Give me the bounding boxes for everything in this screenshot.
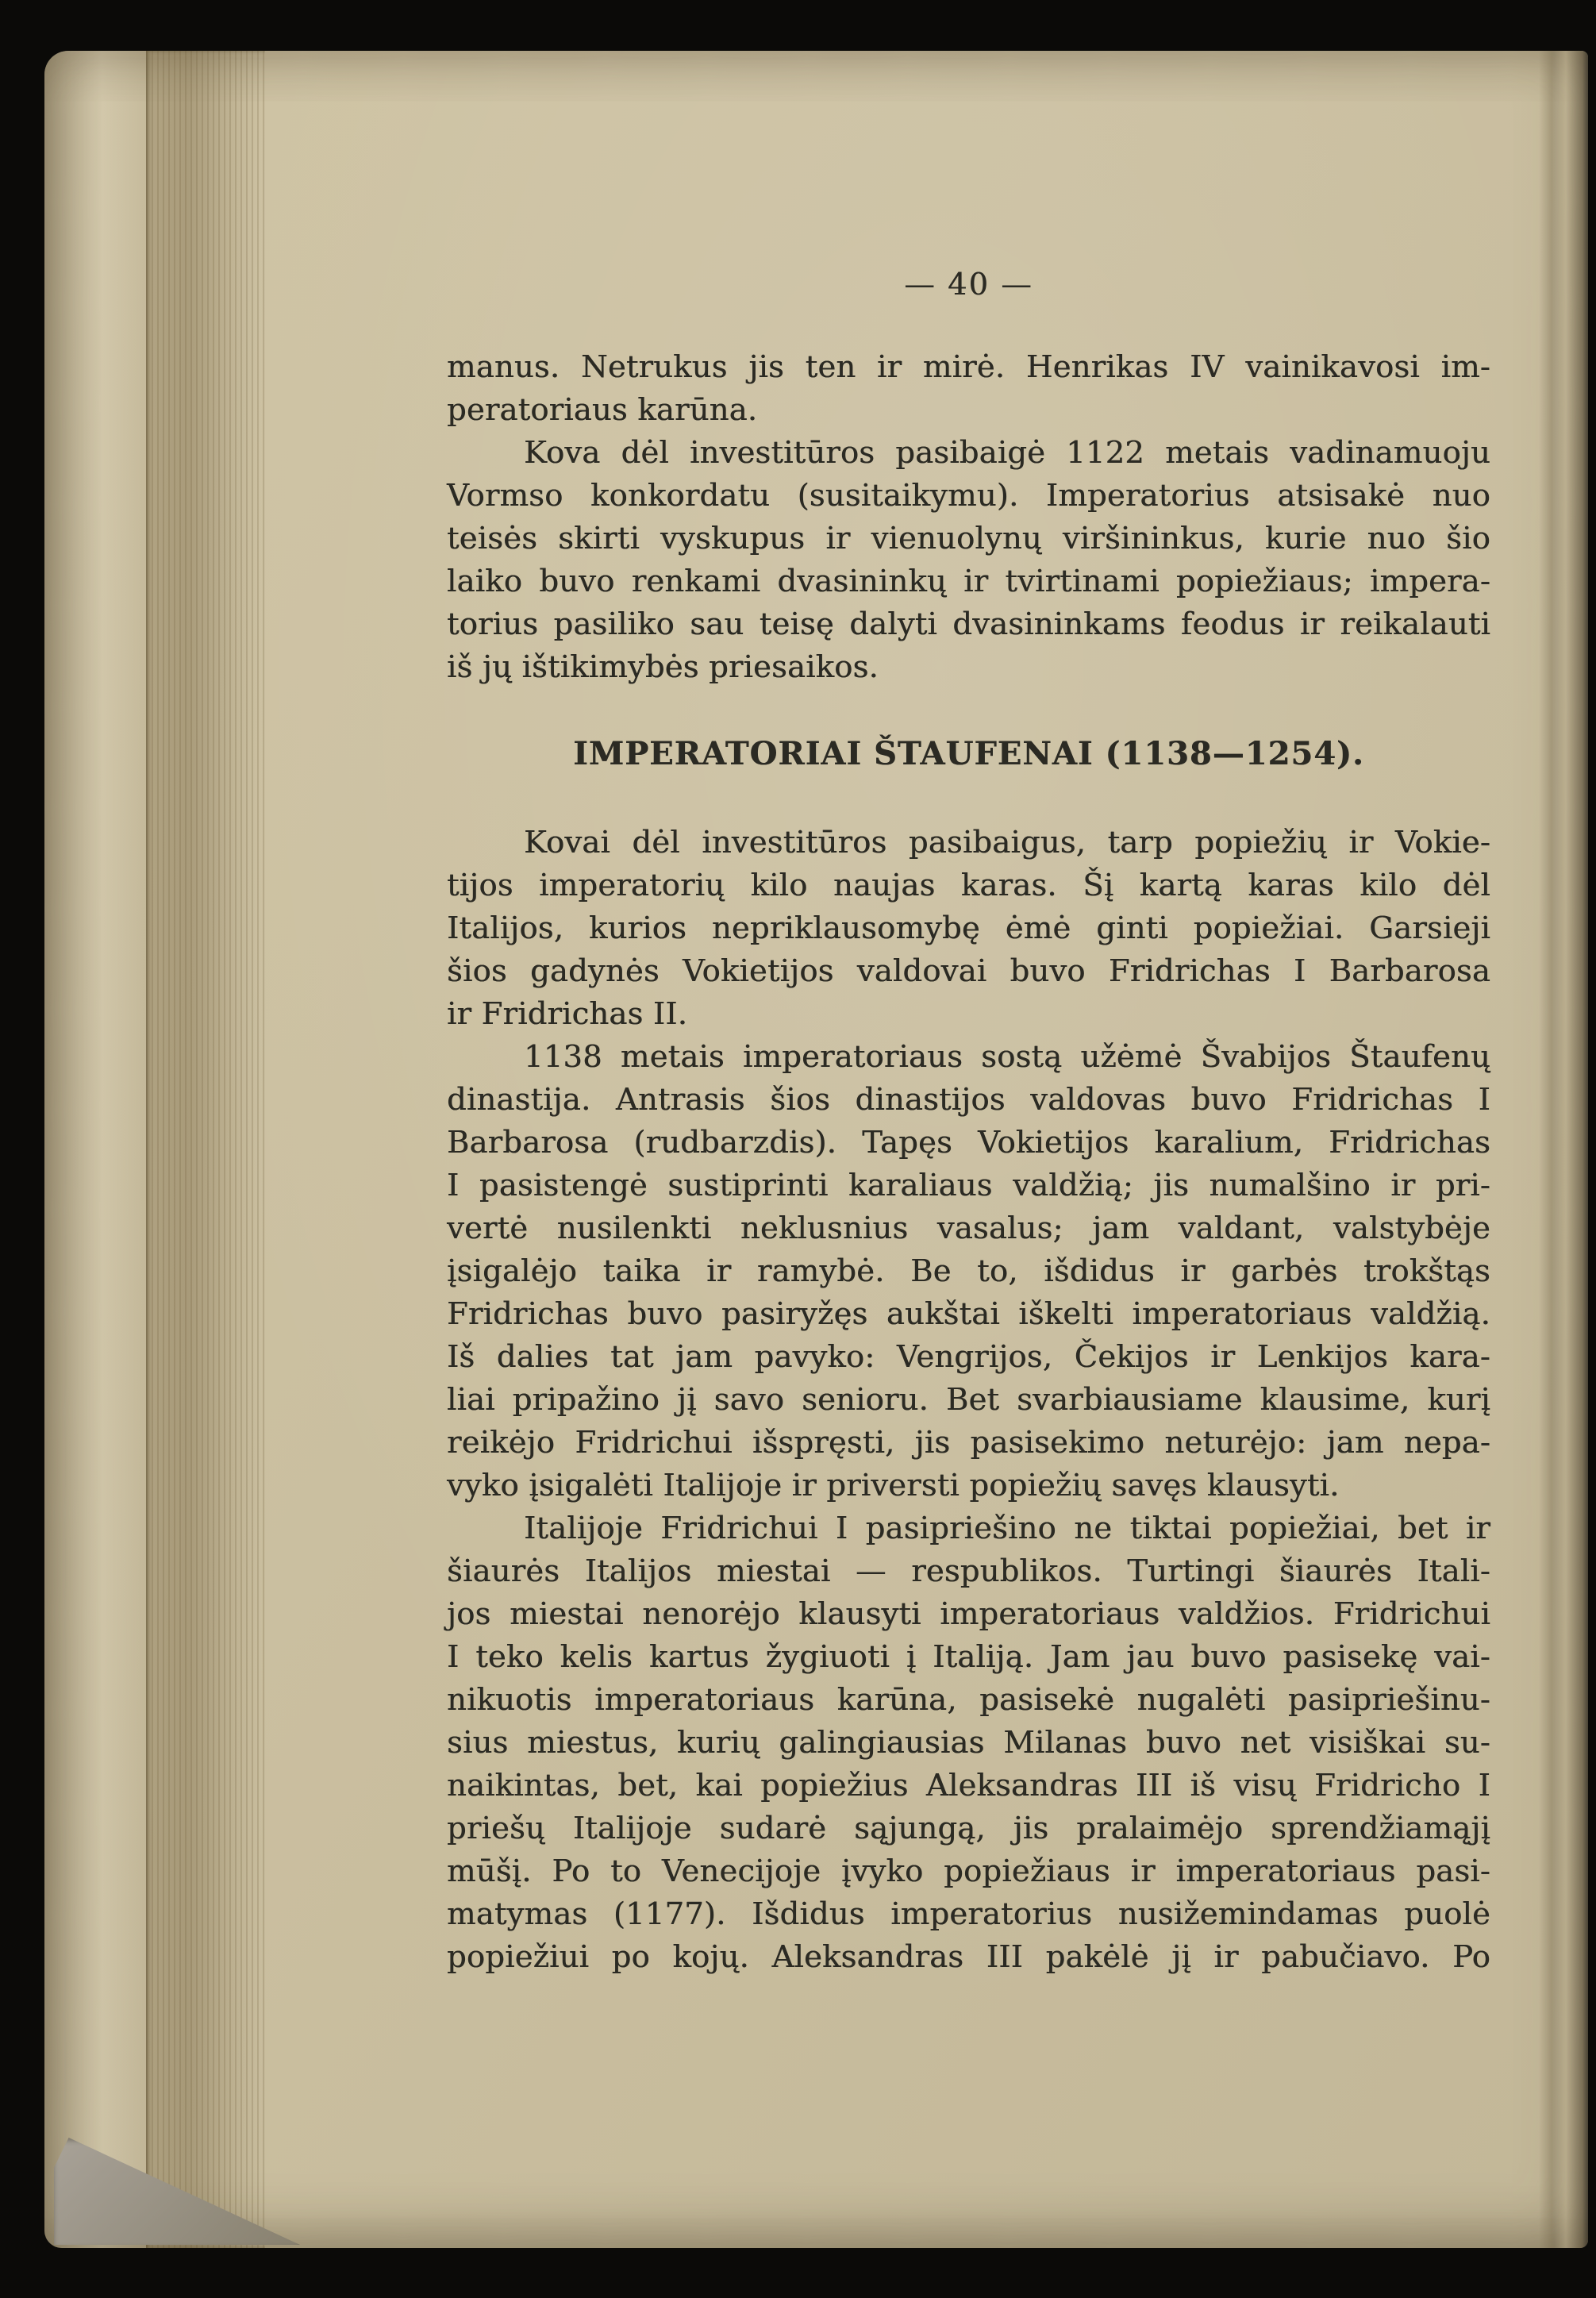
text-line: peratoriaus karūna. xyxy=(447,392,758,428)
text-line: Vormso konkordatu (susitaikymu). Imperatorius atsisakė nuo xyxy=(447,478,1490,514)
line-gap xyxy=(447,306,1490,346)
spine-crease xyxy=(146,51,265,2248)
text-line: 1138 metais imperatoriaus sostą užėmė Švabijos Štaufenų xyxy=(524,1039,1490,1075)
page-number: — 40 — xyxy=(904,267,1033,302)
line-gap xyxy=(447,689,1490,733)
text-line: vertė nusilenkti neklusnius vasalus; jam valdant, valstybėje xyxy=(447,1211,1490,1246)
text-line: vyko įsigalėti Italijoje ir priversti popiežių savęs klausyti. xyxy=(447,1468,1340,1503)
text-line: sius miestus, kurių galingiausias Milanas buvo net visiškai su- xyxy=(447,1725,1490,1761)
text-line: Barbarosa (rudbarzdis). Tapęs Vokietijos karalium, Fridrichas xyxy=(447,1125,1490,1161)
text-line: priešų Italijoje sudarė sąjungą, jis pralaimėjo sprendžiamąjį xyxy=(447,1811,1490,1846)
text-line: jos miestai nenorėjo klausyti imperatoriaus valdžios. Fridrichui xyxy=(447,1596,1490,1632)
text-line: Kova dėl investitūros pasibaigė 1122 metais vadinamuoju xyxy=(524,435,1490,471)
text-line: Kovai dėl investitūros pasibaigus, tarp popiežių ir Vokie- xyxy=(524,825,1490,860)
text-line: I pasistengė sustiprinti karaliaus valdžią; jis numalšino ir pri- xyxy=(447,1168,1490,1203)
text-line: nikuotis imperatoriaus karūna, pasisekė nugalėti pasipriešinu- xyxy=(447,1682,1490,1718)
page-left-edge xyxy=(44,51,146,2248)
text-line: manus. Netrukus jis ten ir mirė. Henrikas IV vainikavosi im- xyxy=(447,349,1490,385)
text-line: laiko buvo renkami dvasininkų ir tvirtinami popiežiaus; impera- xyxy=(447,564,1490,599)
text-line: naikintas, bet, kai popiežius Aleksandras III iš visų Fridricho I xyxy=(447,1768,1490,1803)
text-line: liai pripažino jį savo senioru. Bet svarbiausiame klausime, kurį xyxy=(447,1382,1490,1418)
text-line: reikėjo Fridrichui išspręsti, jis pasisekimo neturėjo: jam nepa- xyxy=(447,1425,1490,1461)
page-right-fold-edge xyxy=(1539,51,1588,2248)
text-line: matymas (1177). Išdidus imperatorius nusižemindamas puolė xyxy=(447,1896,1490,1932)
text-line: Iš dalies tat jam pavyko: Vengrijos, Čekijos ir Lenkijos kara- xyxy=(447,1339,1490,1375)
book-page xyxy=(44,51,1588,2248)
text-line: tijos imperatorių kilo naujas karas. Šį kartą karas kilo dėl xyxy=(447,868,1490,903)
text-line: Italijos, kurios nepriklausomybę ėmė ginti popiežiai. Garsieji xyxy=(447,910,1490,946)
text-line: įsigalėjo taika ir ramybė. Be to, išdidus ir garbės trokštąs xyxy=(447,1253,1490,1289)
text-line: iš jų ištikimybės priesaikos. xyxy=(447,649,879,685)
text-line: popiežiui po kojų. Aleksandras III pakėlė jį ir pabučiavo. Po xyxy=(447,1939,1490,1975)
text-line: ir Fridrichas II. xyxy=(447,996,688,1032)
text-line: I teko kelis kartus žygiuoti į Italiją. Jam jau buvo pasisekę vai- xyxy=(447,1639,1490,1675)
section-heading: IMPERATORIAI ŠTAUFENAI (1138—1254). xyxy=(573,735,1364,772)
text-line: šiaurės Italijos miestai — respublikos. Turtingi šiaurės Itali- xyxy=(447,1553,1490,1589)
text-line: torius pasiliko sau teisę dalyti dvasininkams feodus ir reikalauti xyxy=(447,606,1490,642)
line-gap xyxy=(447,776,1490,822)
text-line: dinastija. Antrasis šios dinastijos valdovas buvo Fridrichas I xyxy=(447,1082,1490,1118)
text-line: šios gadynės Vokietijos valdovai buvo Fridrichas I Barbarosa xyxy=(447,953,1490,989)
text-line: Italijoje Fridrichui I pasipriešino ne tiktai popiežiai, bet ir xyxy=(524,1511,1490,1546)
text-line: mūšį. Po to Venecijoje įvyko popiežiaus ir imperatoriaus pasi- xyxy=(447,1853,1490,1889)
text-block xyxy=(447,264,1490,1979)
text-line: teisės skirti vyskupus ir vienuolynų viršininkus, kurie nuo šio xyxy=(447,521,1490,556)
text-line: Fridrichas buvo pasiryžęs aukštai iškelti imperatoriaus valdžią. xyxy=(447,1296,1490,1332)
